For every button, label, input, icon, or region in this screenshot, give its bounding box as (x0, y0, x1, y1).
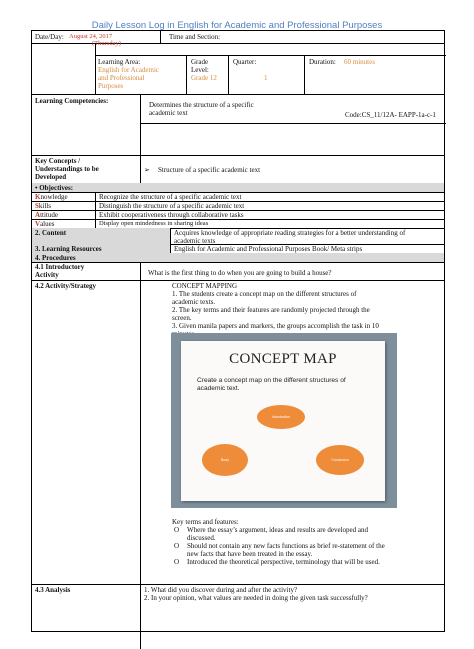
activity-line: academic texts. (172, 298, 216, 306)
activity-line: CONCEPT MAPPING (172, 282, 238, 290)
activity-line: screen. (172, 314, 192, 322)
content-label: 2. Content (35, 229, 67, 237)
objective-skills-value: Distinguish the structure of a specific academic text (99, 202, 245, 210)
learning-area-line: and Professional (98, 74, 145, 82)
feature-bullet: O (174, 542, 180, 550)
concept-oval-body: Body (202, 444, 248, 476)
objective-values-label: Values (35, 220, 55, 228)
feature-text: Where the essay’s argument, ideas and results are developed and (187, 526, 369, 534)
competencies-code: Code:CS_11/12A- EAPP-1a-c-1 (345, 111, 436, 119)
activity-line: 2. The key terms and their features are randomly projected through the (172, 306, 370, 314)
key-terms-label: Key terms and features: (172, 518, 239, 526)
competencies-text: academic text (149, 109, 188, 117)
concept-oval-conclusion: Conclusion (316, 445, 364, 475)
concept-map-slide (171, 333, 397, 508)
intro-value: What is the first thing to do when you are going to build a house? (148, 269, 332, 277)
date-label: Date/Day: (35, 33, 64, 41)
key-concepts-value: Structure of a specific academic text (158, 166, 261, 174)
activity-line: 3. Given manila papers and markers, the groups accomplish the task in 10 (172, 322, 379, 330)
analysis-question: 2. In your opinion, what values are needed in doing the given task successfully? (144, 594, 368, 602)
feature-bullet: O (174, 526, 180, 534)
intro-label: 4.1 Introductory (35, 263, 85, 271)
feature-text: Introduced the theoretical perspective, terminology that will be used. (187, 558, 380, 566)
content-value: academic texts (174, 237, 216, 245)
lesson-log-table (31, 30, 445, 632)
resources-value: English for Academic and Professional Purposes Book/ Meta strips (174, 245, 363, 253)
intro-label: Activity (35, 271, 59, 279)
feature-text: Should not contain any new facts functions as brief re-statement of the (187, 542, 385, 550)
learning-area-line: Purposes (98, 82, 124, 90)
objectives-header: • Objectives: (35, 184, 74, 192)
objective-attitude-label: Attitude (35, 211, 58, 219)
activity-line: 1. The students create a concept map on the different structures of (172, 290, 357, 298)
procedures-label: 4. Procedures (35, 254, 76, 262)
grade-value: Grade 12 (191, 74, 217, 82)
analysis-label: 4.3 Analysis (35, 586, 71, 594)
objective-knowledge-label: Knowledge (35, 193, 68, 201)
objective-knowledge-value: Recognize the structure of a specific academic text (99, 193, 242, 201)
resources-label: 3. Learning Resources (35, 245, 102, 253)
objective-skills-label: Skills (35, 202, 51, 210)
grade-label: Grade (191, 58, 209, 66)
key-concepts-bullet: ➢ (144, 166, 150, 174)
time-section-label: Time and Section: (169, 33, 221, 41)
learning-area-label: Learning Area: (98, 58, 141, 66)
analysis-question: 1. What did you discover during and after the activity? (144, 586, 298, 594)
quarter-label: Quarter: (233, 58, 257, 66)
key-concepts-label: Developed (35, 173, 67, 181)
competencies-text: Determines the structure of a specific (149, 101, 254, 109)
objective-attitude-value: Exhibit cooperativeness through collaborative tasks (99, 211, 244, 219)
day-value: (Thursday) (92, 40, 121, 47)
grade-level-label: Level: (191, 66, 209, 74)
objective-values-value: Display open mindedness in sharing ideas (99, 220, 209, 227)
content-value: Acquires knowledge of appropriate reading strategies for a better understanding of (174, 229, 406, 237)
feature-bullet: O (174, 558, 180, 566)
competencies-label: Learning Competencies: (35, 97, 109, 105)
slide-title: CONCEPT MAP (229, 351, 337, 367)
learning-area-line: English for Academic (98, 66, 160, 74)
duration-value: 60 minutes (344, 58, 375, 66)
feature-text: discussed. (187, 534, 216, 542)
activity-label: 4.2 Activity/Strategy (35, 282, 97, 290)
feature-text: new facts that have been treated in the essay. (187, 550, 313, 558)
slide-page (181, 341, 385, 501)
page-title: Daily Lesson Log in English for Academic and Professional Purposes (91, 20, 383, 31)
quarter-value: 1 (264, 74, 268, 82)
date-value: August 24, 2017 (69, 33, 113, 40)
key-concepts-label: Key Concepts / (35, 157, 81, 165)
duration-label: Duration: (309, 58, 336, 66)
slide-subtitle: Create a concept map on the different structures of academic text. (197, 377, 346, 392)
key-concepts-label: Understandings to be (35, 165, 99, 173)
concept-oval-introduction: Introduction (257, 405, 305, 429)
